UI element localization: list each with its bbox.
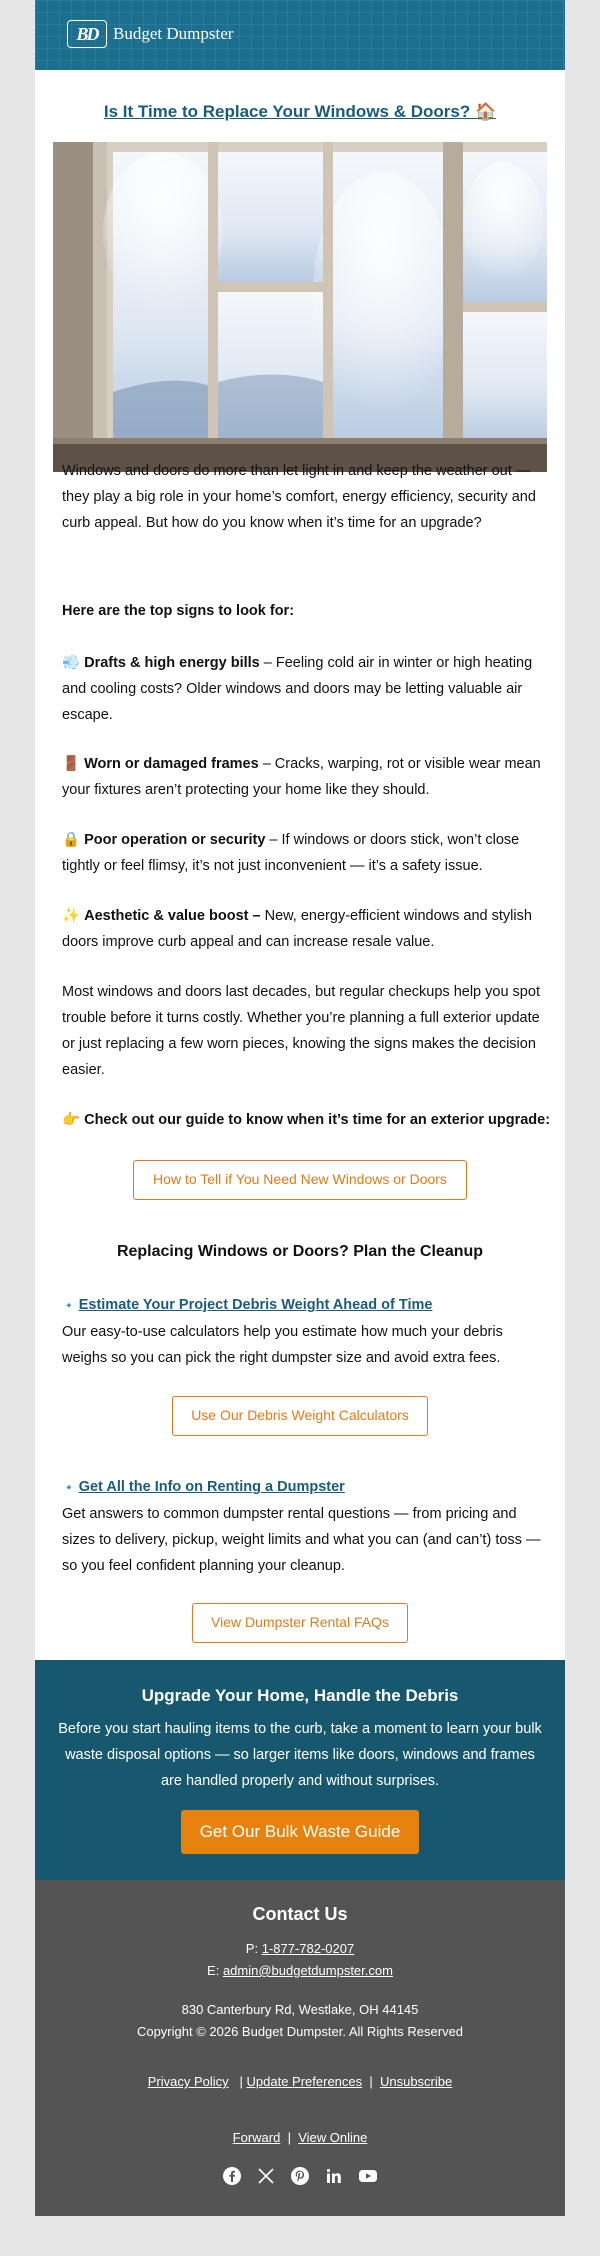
sign-text: – Feeling cold air in winter or high heating and cooling costs? Older windows and doors may be letting valuable air escape. bbox=[62, 655, 533, 723]
sign-title: Drafts & high energy bills bbox=[84, 655, 260, 671]
guide-button[interactable]: How to Tell if You Need New Windows or Doors bbox=[133, 1160, 467, 1200]
youtube-icon[interactable] bbox=[358, 2166, 378, 2186]
guide-prompt-text: Check out our guide to know when it’s time for an exterior upgrade: bbox=[84, 1112, 551, 1128]
diamond-icon: 🔹 bbox=[62, 1300, 76, 1312]
email-label: E: bbox=[207, 1963, 223, 1978]
email-line bbox=[35, 1963, 565, 1978]
faqs-button[interactable]: View Dumpster Rental FAQs bbox=[192, 1603, 408, 1643]
contact-heading: Contact Us bbox=[252, 1904, 348, 1924]
logo[interactable] bbox=[67, 20, 233, 48]
sign-title: Aesthetic & value boost – bbox=[84, 908, 261, 924]
cta-text: Before you start hauling items to the curb, take a moment to learn your bulk waste disposal options — so larger items like doors, windows and frames are handled properly and without surprises. bbox=[58, 1721, 542, 1789]
checkups-paragraph bbox=[62, 979, 542, 1083]
cta-heading: Upgrade Your Home, Handle the Debris bbox=[141, 1686, 459, 1705]
sparkles-icon: ✨ bbox=[62, 908, 81, 924]
footer-links-secondary: Forward | View Online bbox=[232, 2130, 368, 2145]
x-icon[interactable] bbox=[256, 2166, 276, 2186]
bulk-waste-guide-button[interactable]: Get Our Bulk Waste Guide bbox=[181, 1810, 419, 1854]
social-icons bbox=[35, 2166, 565, 2186]
estimate-link[interactable]: Estimate Your Project Debris Weight Ahead of Time bbox=[78, 1297, 433, 1313]
renting-section bbox=[62, 1474, 542, 1579]
calculators-button[interactable]: Use Our Debris Weight Calculators bbox=[172, 1396, 428, 1436]
estimate-text: Our easy-to-use calculators help you estimate how much your debris weighs so you can pick the right dumpster size and avoid extra fees. bbox=[62, 1324, 503, 1366]
door-icon: 🚪 bbox=[62, 756, 81, 772]
logo-text: Budget Dumpster bbox=[113, 24, 234, 43]
sign-item bbox=[62, 827, 542, 879]
copyright: Copyright © 2026 Budget Dumpster. All Rights Reserved bbox=[136, 2024, 464, 2039]
wind-icon: 💨 bbox=[62, 655, 81, 671]
cleanup-heading: Replacing Windows or Doors? Plan the Cleanup bbox=[116, 1243, 484, 1260]
phone-label: P: bbox=[245, 1941, 262, 1956]
forward-link[interactable]: Forward bbox=[232, 2130, 281, 2145]
intro-paragraph bbox=[62, 458, 542, 536]
intro-text: Windows and doors do more than let light in and keep the weather out — they play a big role in your home’s comfort, energy efficiency, security and curb appeal. But how do you know when it’s time for an upgrade? bbox=[62, 463, 536, 531]
phone-link[interactable]: 1-877-782-0207 bbox=[261, 1941, 355, 1956]
diamond-icon: 🔹 bbox=[62, 1482, 76, 1494]
sign-item bbox=[62, 751, 542, 803]
sign-item bbox=[62, 650, 542, 728]
unsubscribe-link[interactable]: Unsubscribe bbox=[379, 2074, 453, 2089]
frosted-window-photo-icon bbox=[53, 142, 547, 472]
footer bbox=[35, 1880, 565, 2216]
renting-link[interactable]: Get All the Info on Renting a Dumpster bbox=[78, 1479, 345, 1495]
checkups-text: Most windows and doors last decades, but regular checkups help you spot trouble before it turns costly. Whether you’re planning a full exterior update or just replacing a few worn pieces, knowing the signs makes the decision easier. bbox=[62, 984, 540, 1078]
signs-heading bbox=[62, 598, 542, 624]
sign-title: Poor operation or security bbox=[84, 832, 266, 848]
phone-line bbox=[35, 1941, 565, 1956]
logo-mark: BD bbox=[67, 20, 107, 48]
footer-links: Privacy Policy | Update Preferences | Unsubscribe bbox=[147, 2074, 453, 2089]
email-link[interactable]: admin@budgetdumpster.com bbox=[222, 1963, 393, 1978]
email-title[interactable]: Is It Time to Replace Your Windows & Doors? 🏠 bbox=[103, 102, 497, 121]
pointing-hand-icon: 👉 bbox=[62, 1112, 81, 1128]
sign-text: – If windows or doors stick, won’t close tightly or feel flimsy, it’s not just inconvenient — it’s a safety issue. bbox=[62, 832, 520, 874]
email-body bbox=[35, 0, 565, 2216]
pinterest-icon[interactable] bbox=[290, 2166, 310, 2186]
header-banner bbox=[35, 0, 565, 70]
privacy-policy-link[interactable]: Privacy Policy bbox=[147, 2074, 229, 2089]
address: 830 Canterbury Rd, Westlake, OH 44145 bbox=[181, 2002, 419, 2017]
renting-text: Get answers to common dumpster rental questions — from pricing and sizes to delivery, pickup, weight limits and what you can (and can’t) toss — so you feel confident planning your cleanup. bbox=[62, 1506, 541, 1574]
hero-image[interactable] bbox=[53, 142, 547, 472]
sign-item bbox=[62, 903, 542, 955]
sign-title: Worn or damaged frames bbox=[84, 756, 259, 772]
estimate-section bbox=[62, 1292, 542, 1371]
facebook-icon[interactable] bbox=[222, 2166, 242, 2186]
guide-prompt bbox=[62, 1107, 552, 1133]
cta-section bbox=[35, 1660, 565, 1880]
update-preferences-link[interactable]: Update Preferences bbox=[246, 2074, 363, 2089]
linkedin-icon[interactable] bbox=[324, 2166, 344, 2186]
view-online-link[interactable]: View Online bbox=[298, 2130, 368, 2145]
lock-icon: 🔒 bbox=[62, 832, 81, 848]
sign-text: – Cracks, warping, rot or visible wear mean your fixtures aren’t protecting your home like they should. bbox=[62, 756, 541, 798]
signs-heading-text: Here are the top signs to look for: bbox=[62, 603, 295, 619]
sign-text: New, energy-efficient windows and stylish doors improve curb appeal and can increase resale value. bbox=[62, 908, 532, 950]
